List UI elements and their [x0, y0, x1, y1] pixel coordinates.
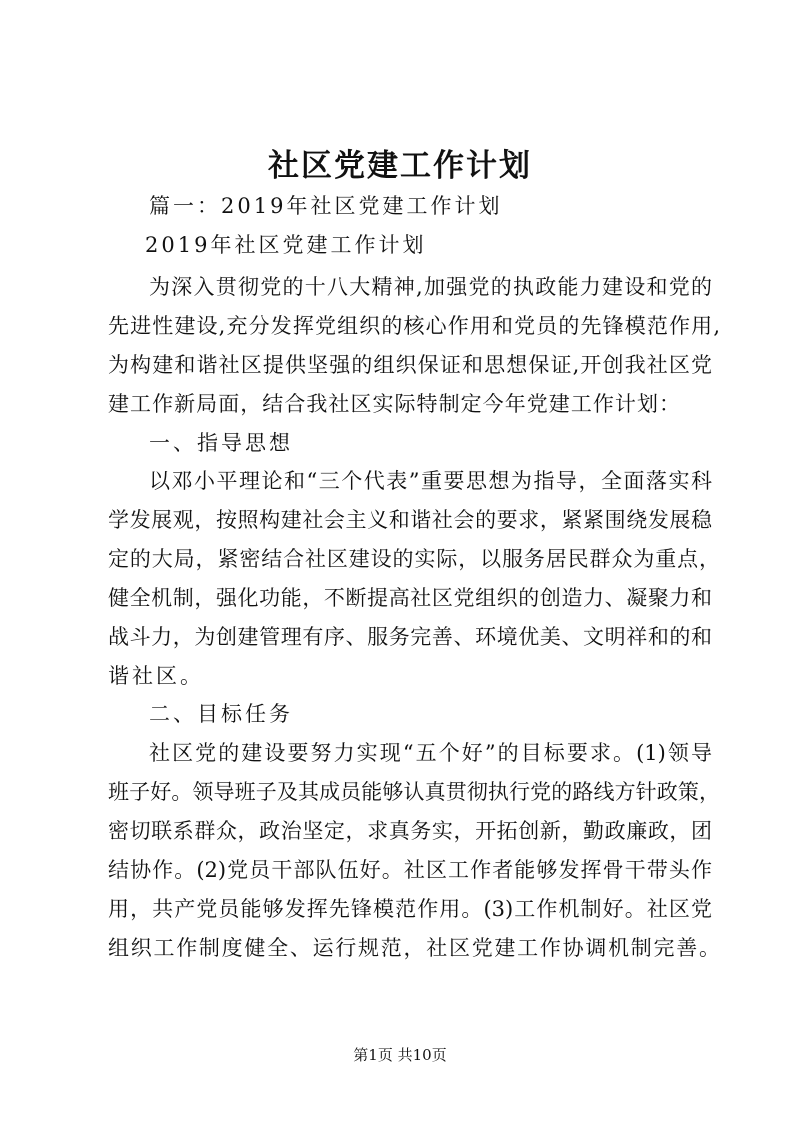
paragraph-line: 以邓小平理论和“三个代表”重要思想为指导，全面落实科: [149, 469, 712, 493]
paragraph-line: 密切联系群众，政治坚定，求真务实，开拓创新，勤政廉政，团: [108, 819, 712, 843]
paragraph-line: 社区党的建设要努力实现“五个好”的目标要求。(1)领导: [149, 741, 712, 765]
paragraph-line: 健全机制，强化功能，不断提高社区党组织的创造力、凝聚力和: [108, 586, 712, 610]
document-title: 社区党建工作计划: [268, 148, 532, 184]
section-heading: 二、目标任务: [149, 702, 293, 726]
section-heading: 篇一：2019年社区党建工作计划: [149, 194, 503, 218]
paragraph-line: 定的大局，紧密结合社区建设的实际，以服务居民群众为重点，: [108, 547, 720, 571]
paragraph-line: 学发展观，按照构建社会主义和谐社会的要求，紧紧围绕发展稳: [108, 508, 712, 532]
paragraph-line: 用，共产党员能够发挥先锋模范作用。(3)工作机制好。社区党: [108, 897, 712, 921]
paragraph-line: 为构建和谐社区提供坚强的组织保证和思想保证,开创我社区党: [108, 353, 712, 377]
subheading: 2019年社区党建工作计划: [145, 233, 427, 257]
paragraph-line: 先进性建设,充分发挥党组织的核心作用和党员的先锋模范作用,: [108, 314, 720, 338]
paragraph-line: 谐社区。: [108, 664, 204, 688]
paragraph-line: 班子好。领导班子及其成员能够认真贯彻执行党的路线方针政策，: [108, 780, 720, 804]
paragraph-line: 为深入贯彻党的十八大精神,加强党的执政能力建设和党的: [149, 275, 712, 299]
paragraph-line: 组织工作制度健全、运行规范，社区党建工作协调机制完善。: [108, 936, 720, 960]
page-number: 第1页 共10页: [353, 1046, 447, 1064]
paragraph-line: 结协作。(2)党员干部队伍好。社区工作者能够发挥骨干带头作: [108, 858, 712, 882]
section-heading: 一、指导思想: [149, 431, 293, 455]
paragraph-line: 建工作新局面，结合我社区实际特制定今年党建工作计划：: [108, 392, 680, 416]
paragraph-line: 战斗力，为创建管理有序、服务完善、环境优美、文明祥和的和: [108, 625, 712, 649]
